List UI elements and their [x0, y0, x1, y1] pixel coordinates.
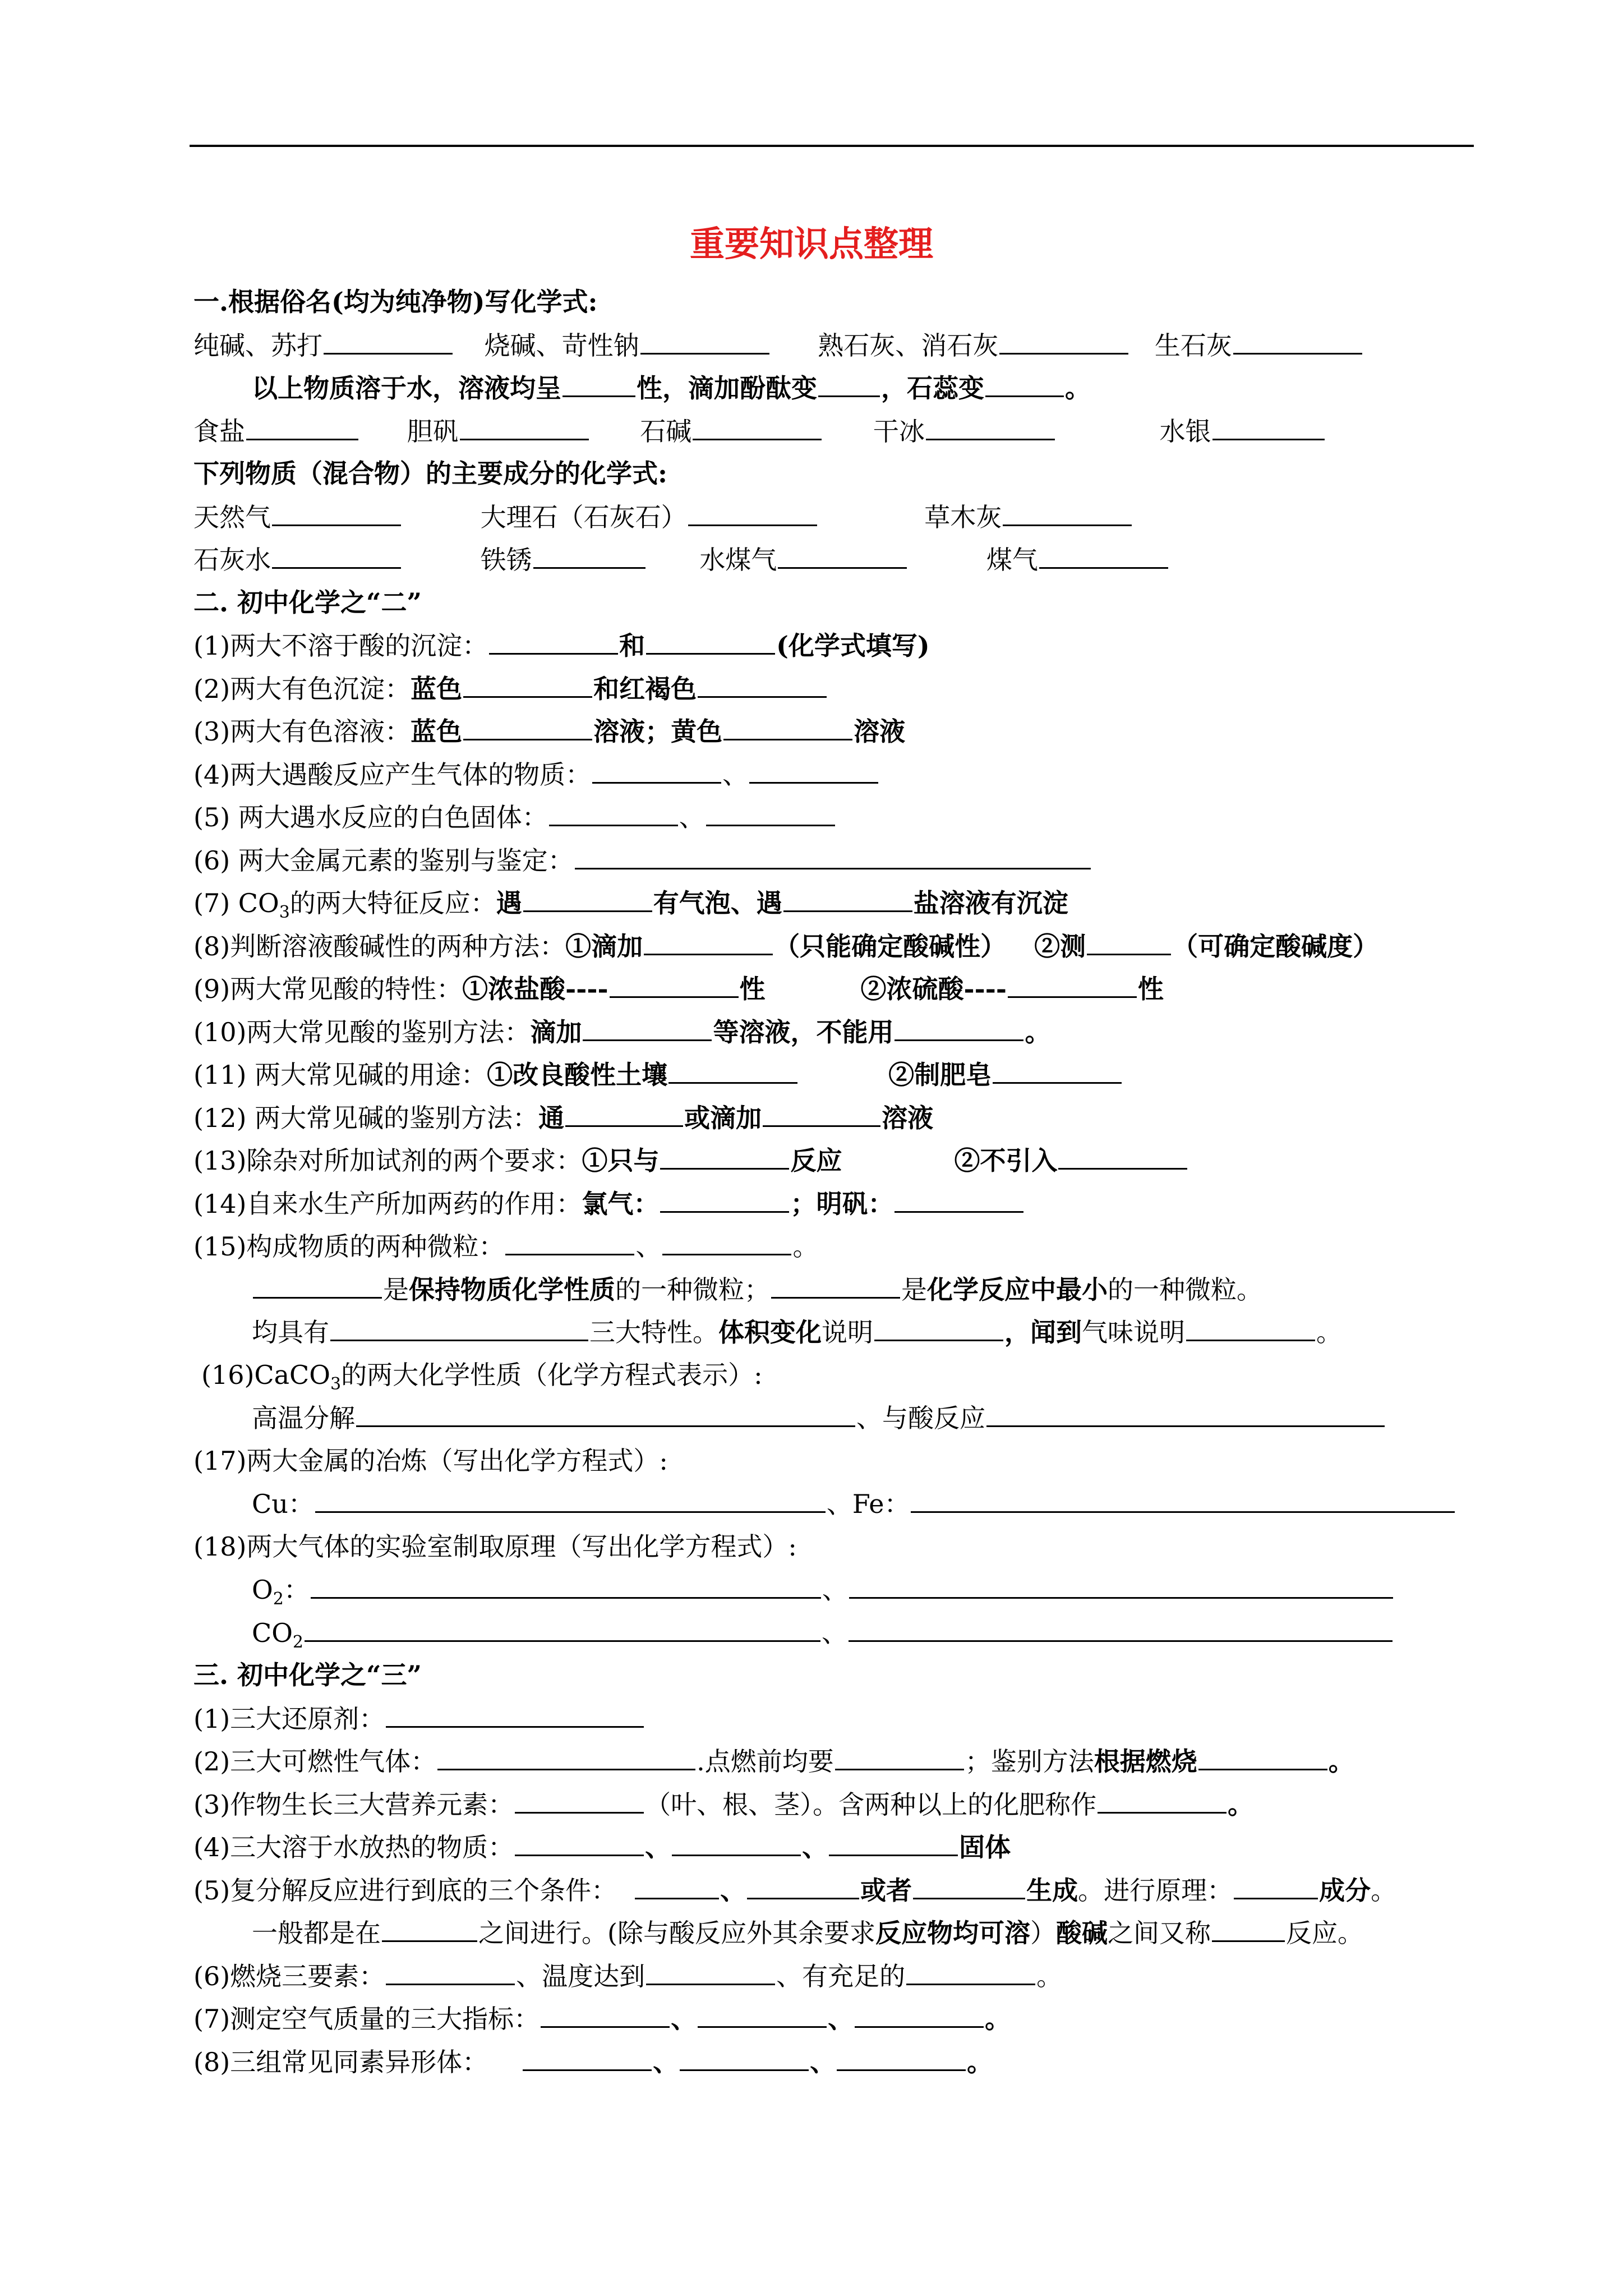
item-label: 煤气: [986, 545, 1038, 575]
item-text: (5)复分解反应进行到底的三个条件：: [193, 1875, 617, 1906]
mixtures-heading: 下列物质（混合物）的主要成分的化学式:: [193, 458, 667, 489]
item-text: (2)三大可燃性气体：: [193, 1746, 437, 1777]
list-item: [193, 839, 1483, 882]
list-item: [193, 1053, 1483, 1096]
item-text: 高温分解: [252, 1403, 355, 1433]
subscript: 2: [292, 1632, 304, 1652]
item-text: 化学反应中最小: [927, 1274, 1108, 1305]
answer-blank[interactable]: [324, 324, 453, 355]
answer-blank[interactable]: [985, 366, 1064, 397]
list-item: [193, 1310, 1483, 1354]
answer-blank[interactable]: [895, 1010, 1023, 1041]
answer-blank[interactable]: [549, 795, 678, 826]
answer-blank[interactable]: [1008, 967, 1137, 998]
item-label: 食盐: [193, 416, 245, 447]
item-label: 水煤气: [699, 545, 777, 575]
answer-blank[interactable]: [660, 1139, 789, 1170]
list-item: [193, 1225, 1483, 1268]
subscript: 3: [279, 903, 290, 922]
item-text: 或者: [860, 1875, 912, 1906]
item-label: 烧碱、苛性钠: [484, 330, 639, 361]
item-text: 。: [1036, 1961, 1063, 1991]
item-text: (4)两大遇酸反应产生气体的物质：: [193, 759, 592, 790]
list-item: [193, 409, 1483, 453]
list-item: [193, 1568, 1483, 1611]
item-text: (9)两大常见酸的特性：: [193, 974, 463, 1004]
item-text: (13)除杂对所加试剂的两个要求：: [193, 1145, 582, 1176]
item-text: 蓝色: [411, 673, 463, 704]
answer-blank[interactable]: [763, 1096, 880, 1127]
answer-blank[interactable]: [986, 1396, 1385, 1427]
answer-blank[interactable]: [541, 1997, 670, 2028]
list-item: [193, 1611, 1483, 1654]
item-text: (14)自来水生产所加两药的作用：: [193, 1188, 582, 1219]
item-text: ①只与: [582, 1145, 660, 1176]
answer-blank[interactable]: [386, 1697, 644, 1728]
list-item: [193, 366, 1483, 409]
answer-blank[interactable]: [668, 1053, 797, 1084]
answer-blank[interactable]: [849, 1568, 1393, 1599]
list-item: [193, 667, 1483, 710]
answer-blank[interactable]: [592, 753, 721, 784]
item-text: 的一种微粒；: [615, 1274, 770, 1305]
item-text: (1)两大不溶于酸的沉淀：: [193, 631, 488, 661]
answer-blank[interactable]: [874, 1310, 1003, 1341]
item-label: 纯碱、苏打: [193, 330, 322, 361]
list-item: [193, 495, 1483, 539]
item-text: 。进行原理：: [1078, 1875, 1233, 1906]
item-label: 天然气: [193, 501, 271, 532]
answer-blank[interactable]: [999, 324, 1128, 355]
answer-blank[interactable]: [693, 409, 822, 440]
item-text: 有气泡、遇: [653, 888, 782, 918]
item-text: (10)两大常见酸的鉴别方法：: [193, 1016, 531, 1047]
item-text: 、: [828, 2004, 854, 2034]
list-item: [193, 1396, 1483, 1439]
item-text: Cu：: [252, 1489, 314, 1519]
answer-blank[interactable]: [610, 967, 739, 998]
item-text: .点燃前均要: [697, 1746, 834, 1777]
item-text: 、: [802, 1832, 828, 1862]
subscript: 3: [330, 1374, 342, 1394]
item-text: 、有充足的: [776, 1961, 906, 1991]
item-text: 溶液: [882, 1102, 934, 1133]
item-text: 或滴加: [684, 1102, 762, 1133]
item-text: （只能确定酸碱性）: [774, 931, 1007, 961]
item-text: ②测: [1034, 931, 1086, 961]
item-text: 保持物质化学性质: [409, 1274, 615, 1305]
item-label: 大理石（石灰石）: [480, 501, 687, 532]
list-item: [193, 924, 1483, 968]
answer-blank[interactable]: [305, 1611, 820, 1642]
item-text: (4)三大溶于水放热的物质：: [193, 1832, 514, 1862]
answer-blank[interactable]: [1234, 1869, 1318, 1899]
item-text: 是: [383, 1274, 409, 1305]
item-text: ②制肥皂: [888, 1060, 992, 1090]
list-item: [193, 1697, 1483, 1740]
answer-blank[interactable]: [698, 667, 827, 698]
answer-blank[interactable]: [837, 2040, 966, 2071]
list-item: [193, 1010, 1483, 1053]
item-text: 以上物质溶于水，溶液均呈: [252, 373, 561, 403]
item-text: 三大特性。: [589, 1317, 718, 1347]
item-text: (5) 两大遇水反应的白色固体：: [193, 802, 548, 832]
answer-blank[interactable]: [1212, 409, 1325, 440]
item-text: (3)两大有色溶液：: [193, 716, 411, 747]
item-text: ，闻到: [1004, 1317, 1082, 1347]
item-text: 。: [1371, 1875, 1397, 1906]
document-body: [193, 280, 1483, 2083]
answer-blank[interactable]: [926, 409, 1055, 440]
item-text: 反应。: [1285, 1918, 1363, 1948]
answer-blank[interactable]: [315, 1482, 826, 1513]
answer-blank[interactable]: [437, 1740, 695, 1770]
item-text: 和红褐色: [593, 673, 697, 704]
item-text: ；鉴别方法: [965, 1746, 1094, 1777]
answer-blank[interactable]: [829, 1825, 958, 1856]
item-text: ①滴加: [565, 931, 643, 961]
answer-blank[interactable]: [771, 1268, 900, 1299]
subscript: 2: [273, 1589, 284, 1609]
item-text: 、: [810, 2046, 836, 2077]
answer-blank[interactable]: [680, 2040, 809, 2071]
answer-blank[interactable]: [583, 1010, 712, 1041]
list-item: [193, 1954, 1483, 1998]
list-item: [193, 710, 1483, 753]
item-text: (16)CaCO: [201, 1359, 330, 1390]
list-item: [193, 1182, 1483, 1225]
list-item: [193, 881, 1483, 924]
item-text: 、与酸反应: [856, 1403, 985, 1433]
item-label: 石碱: [640, 416, 692, 447]
answer-blank[interactable]: [272, 495, 401, 526]
item-label: 石灰水: [193, 545, 271, 575]
item-text: (7) CO: [193, 888, 279, 918]
item-text: 蓝色: [411, 716, 463, 747]
item-text: 、: [653, 2046, 679, 2077]
item-text: 。: [1328, 1746, 1354, 1777]
item-text: 、: [822, 1575, 848, 1605]
answer-blank[interactable]: [1039, 538, 1168, 569]
list-item: [193, 1911, 1483, 1954]
item-text: 、: [671, 2004, 697, 2034]
answer-blank[interactable]: [895, 1182, 1023, 1213]
list-item: [193, 1268, 1483, 1311]
item-label: 草木灰: [924, 501, 1002, 532]
answer-blank[interactable]: [723, 710, 852, 740]
item-text: 。: [1316, 1317, 1342, 1347]
answer-blank[interactable]: [523, 2040, 652, 2071]
answer-blank[interactable]: [1003, 495, 1132, 526]
item-text: 和: [619, 631, 645, 661]
item-text: 、: [722, 759, 749, 790]
item-text: 。: [1025, 1016, 1051, 1047]
item-text: 通: [538, 1102, 565, 1133]
item-text: 酸碱: [1055, 1918, 1108, 1948]
answer-blank[interactable]: [575, 839, 1091, 869]
answer-blank[interactable]: [906, 1954, 1035, 1985]
item-text: 均具有: [252, 1317, 329, 1347]
item-text: 氯气：: [582, 1188, 660, 1219]
item-text: 体积变化: [718, 1317, 822, 1347]
item-text: 。: [967, 2046, 993, 2077]
item-text: 、: [645, 1832, 671, 1862]
item-text: （叶、根、茎）。含两种以上的化肥称作: [645, 1789, 1097, 1820]
page-title: 重要知识点整理: [689, 223, 933, 264]
item-text: (1)三大还原剂：: [193, 1703, 385, 1734]
item-text: ）: [1030, 1918, 1056, 1948]
list-item: [193, 1997, 1483, 2040]
item-label: 水银: [1159, 416, 1211, 447]
list-item: [193, 324, 1483, 367]
answer-blank[interactable]: [386, 1954, 515, 1985]
answer-blank[interactable]: [783, 881, 912, 912]
answer-blank[interactable]: [253, 1268, 382, 1299]
answer-blank[interactable]: [311, 1568, 821, 1599]
item-text: (化学式填写): [776, 631, 930, 661]
item-text: （可确定酸碱度）: [1172, 931, 1379, 961]
item-text: (15)构成物质的两种微粒：: [193, 1231, 505, 1262]
item-text: 成分: [1319, 1875, 1371, 1906]
section-two-heading: 二. 初中化学之“二”: [193, 587, 422, 618]
answer-blank[interactable]: [835, 1740, 964, 1770]
list-item: [193, 1740, 1483, 1783]
item-label: 铁锈: [480, 545, 532, 575]
answer-blank[interactable]: [747, 1869, 859, 1899]
answer-blank[interactable]: [911, 1482, 1455, 1513]
item-label: 熟石灰、消石灰: [818, 330, 999, 361]
item-text: 之间进行。(除与酸反应外其余要求: [478, 1918, 875, 1948]
item-text: ；明矾：: [790, 1188, 894, 1219]
section-three-heading: 三. 初中化学之“三”: [193, 1660, 422, 1690]
answer-blank[interactable]: [565, 1096, 683, 1127]
answer-blank[interactable]: [246, 409, 358, 440]
item-text: 的两大化学性质（化学方程式表示）:: [341, 1359, 763, 1390]
item-text: ②不引入: [954, 1145, 1058, 1176]
item-text: 滴加: [530, 1016, 582, 1047]
answer-blank[interactable]: [1212, 1911, 1285, 1942]
item-text: (12) 两大常见碱的鉴别方法：: [193, 1102, 539, 1133]
item-text: (6) 两大金属元素的鉴别与鉴定：: [193, 845, 574, 876]
item-text: 、: [635, 1231, 662, 1262]
list-item: [193, 1354, 1483, 1397]
item-text: 说明: [822, 1317, 873, 1347]
answer-blank[interactable]: [913, 1869, 1025, 1899]
item-text: O: [252, 1575, 273, 1605]
item-text: ②浓硫酸----: [860, 974, 1007, 1004]
item-label: 胆矾: [407, 416, 459, 447]
item-text: CO: [252, 1617, 293, 1648]
answer-blank[interactable]: [635, 1869, 719, 1899]
item-text: 。: [985, 2004, 1011, 2034]
answer-blank[interactable]: [660, 1182, 789, 1213]
item-text: 的两大特征反应：: [289, 888, 496, 918]
answer-blank[interactable]: [515, 1783, 644, 1814]
item-text: 根据燃烧: [1094, 1746, 1197, 1777]
list-item: [193, 753, 1483, 796]
item-text: 遇: [496, 888, 522, 918]
item-text: (6)燃烧三要素：: [193, 1961, 385, 1991]
answer-blank[interactable]: [688, 495, 817, 526]
answer-blank[interactable]: [646, 1954, 775, 1985]
answer-blank[interactable]: [749, 753, 878, 784]
item-text: ，石蕊变: [881, 373, 984, 403]
answer-blank[interactable]: [818, 366, 880, 397]
answer-blank[interactable]: [849, 1611, 1393, 1642]
list-item: [193, 1096, 1483, 1139]
item-text: 生成: [1026, 1875, 1078, 1906]
item-text: (8)三组常见同素异形体：: [193, 2046, 488, 2077]
answer-blank[interactable]: [640, 324, 769, 355]
item-label: 干冰: [873, 416, 925, 447]
item-text: 之间又称: [1107, 1918, 1211, 1948]
item-text: 、Fe：: [826, 1489, 910, 1519]
list-item: [193, 624, 1483, 667]
answer-blank[interactable]: [272, 538, 401, 569]
item-text: 溶液；黄色: [593, 716, 723, 747]
answer-blank[interactable]: [993, 1053, 1122, 1084]
list-item: [193, 538, 1483, 581]
item-text: 。: [792, 1231, 819, 1262]
answer-blank[interactable]: [489, 624, 618, 655]
item-text: 。: [1065, 373, 1091, 403]
answer-blank[interactable]: [778, 538, 907, 569]
item-text: 性: [1137, 974, 1164, 1004]
item-text: 固体: [959, 1832, 1011, 1862]
item-text: 性，滴加酚酞变: [637, 373, 817, 403]
answer-blank[interactable]: [562, 366, 635, 397]
answer-blank[interactable]: [463, 710, 592, 740]
list-item: [193, 1482, 1483, 1525]
answer-blank[interactable]: [706, 795, 835, 826]
header-rule: [190, 145, 1474, 147]
list-item: [193, 1139, 1483, 1182]
answer-blank[interactable]: [533, 538, 645, 569]
list-item: [193, 967, 1483, 1010]
answer-blank[interactable]: [1087, 924, 1171, 955]
item-text: 气味说明: [1082, 1317, 1185, 1347]
item-text: 反应: [790, 1145, 842, 1176]
item-text: 、: [822, 1617, 848, 1648]
item-text: (3)作物生长三大营养元素：: [193, 1789, 514, 1820]
item-text: 、温度达到: [516, 1961, 645, 1991]
answer-blank[interactable]: [330, 1310, 588, 1341]
item-text: ：: [283, 1575, 310, 1605]
answer-blank[interactable]: [463, 667, 592, 698]
section-one-heading: 一.根据俗名(均为纯净物)写化学式:: [193, 287, 598, 317]
item-text: ①改良酸性土壤: [487, 1060, 668, 1090]
list-item: [193, 1825, 1483, 1869]
answer-blank[interactable]: [698, 1997, 827, 2028]
answer-blank[interactable]: [460, 409, 589, 440]
item-text: ①浓盐酸----: [462, 974, 608, 1004]
answer-blank[interactable]: [1098, 1783, 1227, 1814]
answer-blank[interactable]: [515, 1825, 644, 1856]
answer-blank[interactable]: [855, 1997, 984, 2028]
answer-blank[interactable]: [672, 1825, 801, 1856]
answer-blank[interactable]: [382, 1911, 477, 1942]
item-text: 、: [720, 1875, 746, 1906]
list-item: (17)两大金属的冶炼（写出化学方程式）:: [193, 1445, 668, 1476]
item-text: (11) 两大常见碱的用途：: [193, 1060, 487, 1090]
answer-blank[interactable]: [1186, 1310, 1315, 1341]
list-item: [193, 2040, 1483, 2083]
answer-blank[interactable]: [1233, 324, 1362, 355]
list-item: [193, 1783, 1483, 1826]
item-label: 生石灰: [1154, 330, 1232, 361]
answer-blank[interactable]: [1198, 1740, 1327, 1770]
item-text: 一般都是在: [252, 1918, 381, 1948]
answer-blank[interactable]: [646, 624, 775, 655]
item-text: (8)判断溶液酸碱性的两种方法：: [193, 931, 566, 961]
item-text: 、: [679, 802, 705, 832]
item-text: 溶液: [854, 716, 906, 747]
item-text: 反应物均可溶: [875, 1918, 1030, 1948]
answer-blank[interactable]: [505, 1225, 634, 1255]
answer-blank[interactable]: [644, 924, 773, 955]
answer-blank[interactable]: [523, 881, 652, 912]
item-text: 盐溶液有沉淀: [913, 888, 1068, 918]
item-text: 是: [901, 1274, 927, 1305]
item-text: 性: [739, 974, 766, 1004]
item-text: (7)测定空气质量的三大指标：: [193, 2004, 540, 2034]
item-text: (2)两大有色沉淀：: [193, 673, 411, 704]
item-text: 等溶液，不能用: [713, 1016, 894, 1047]
list-item: [193, 795, 1483, 839]
item-text: 。: [1228, 1789, 1254, 1820]
answer-blank[interactable]: [1058, 1139, 1187, 1170]
list-item: [193, 1869, 1483, 1912]
answer-blank[interactable]: [356, 1396, 855, 1427]
list-item: (18)两大气体的实验室制取原理（写出化学方程式）:: [193, 1531, 797, 1562]
answer-blank[interactable]: [662, 1225, 791, 1255]
item-text: 的一种微粒。: [1108, 1274, 1262, 1305]
